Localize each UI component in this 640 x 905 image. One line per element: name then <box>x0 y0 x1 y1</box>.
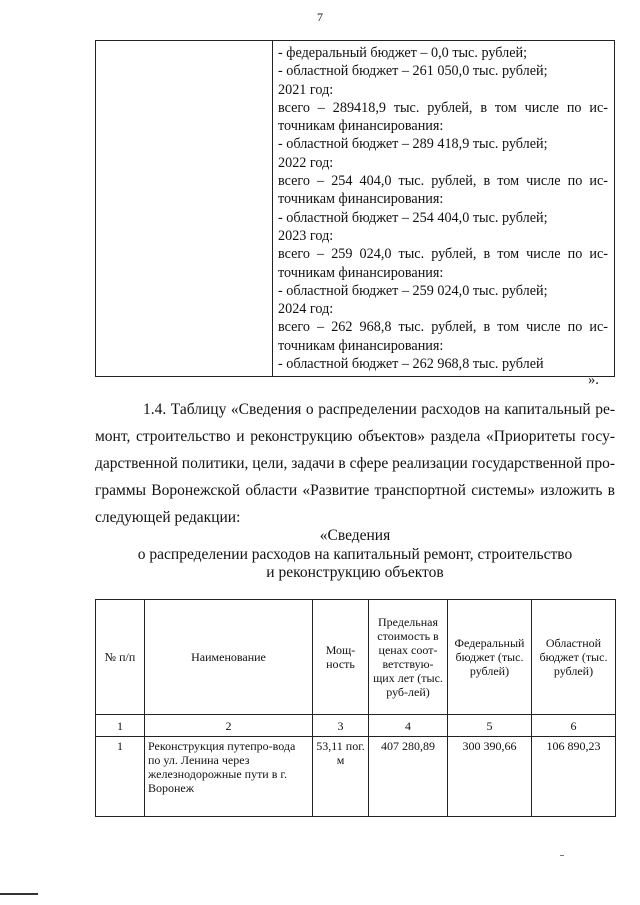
empty-left-cell <box>96 41 273 377</box>
paragraph-line: 1.4. Таблицу «Сведения о распределении расходов на капитальный ре- <box>143 401 615 418</box>
column-number: 4 <box>369 715 448 737</box>
capital-repair-table <box>95 599 616 817</box>
column-number-row <box>96 715 616 737</box>
paragraph-line: граммы Воронежской области «Развитие транспортной системы» изложить в <box>95 482 615 499</box>
financing-line: точникам финансирования: <box>278 264 444 281</box>
table-caption <box>95 527 615 583</box>
financing-line: 2022 год: <box>278 154 334 171</box>
financing-line: точникам финансирования: <box>278 337 444 354</box>
row-name: Реконструкция путепро-вода по ул. Ленина через железнодорожные пути в г. Воронеж <box>145 737 313 817</box>
financing-line: - областной бюджет – 289 418,9 тыс. рублей; <box>278 136 548 153</box>
financing-line: - федеральный бюджет – 0,0 тыс. рублей; <box>278 45 528 61</box>
row-federal: 300 390,66 <box>448 737 532 817</box>
scan-artifact <box>560 855 564 856</box>
table-row <box>96 737 616 817</box>
row-regional: 106 890,23 <box>532 737 616 817</box>
header-power: Мощ-ность <box>313 600 369 715</box>
financing-line: всего – 289418,9 тыс. рублей, в том числе по ис- <box>278 99 608 116</box>
header-federal: Федеральный бюджет (тыс. рублей) <box>448 600 532 715</box>
financing-cell <box>273 41 615 377</box>
financing-line: - областной бюджет – 261 050,0 тыс. рублей; <box>278 63 548 80</box>
financing-line: 2024 год: <box>278 301 334 318</box>
header-num: № п/п <box>96 600 145 715</box>
amendment-paragraph <box>95 396 615 531</box>
caption-line-1: «Сведения <box>319 527 391 544</box>
financing-line: точникам финансирования: <box>278 191 444 208</box>
financing-line: - областной бюджет – 259 024,0 тыс. рублей; <box>278 282 548 299</box>
row-num: 1 <box>96 737 145 817</box>
paragraph-line: монт, строительство и реконструкцию объектов» раздела «Приоритеты госу- <box>95 428 615 445</box>
caption-line-3: и реконструкцию объектов <box>266 564 444 581</box>
header-name: Наименование <box>145 600 313 715</box>
financing-continuation-table <box>95 40 615 377</box>
paragraph-line: дарственной политики, цели, задачи в сфере реализации государственной про- <box>95 455 615 472</box>
column-number: 1 <box>96 715 145 737</box>
page-number: 7 <box>317 10 323 24</box>
scan-artifact <box>0 893 38 895</box>
financing-line: 2021 год: <box>278 81 334 98</box>
column-number: 6 <box>532 715 616 737</box>
closing-quote: ». <box>588 372 599 388</box>
header-cost: Предельная стоимость в ценах соот-ветствую-щих лет (тыс. руб-лей) <box>369 600 448 715</box>
financing-line: - областной бюджет – 254 404,0 тыс. рублей; <box>278 209 548 226</box>
financing-line: всего – 262 968,8 тыс. рублей, в том числе по ис- <box>278 319 608 336</box>
column-number: 5 <box>448 715 532 737</box>
row-cost: 407 280,89 <box>369 737 448 817</box>
financing-line: всего – 254 404,0 тыс. рублей, в том числе по ис- <box>278 173 608 190</box>
financing-line: всего – 259 024,0 тыс. рублей, в том числе по ис- <box>278 246 608 263</box>
column-number: 3 <box>313 715 369 737</box>
financing-line: - областной бюджет – 262 968,8 тыс. рублей <box>278 356 544 373</box>
row-power: 53,11 пог. м <box>313 737 369 817</box>
column-number: 2 <box>145 715 313 737</box>
financing-line: точникам финансирования: <box>278 118 444 135</box>
caption-line-2: о распределении расходов на капитальный ремонт, строительство <box>137 545 573 563</box>
header-regional: Областной бюджет (тыс. рублей) <box>532 600 616 715</box>
financing-lines <box>278 44 608 373</box>
paragraph-line: следующей редакции: <box>95 509 241 526</box>
financing-line: 2023 год: <box>278 227 334 244</box>
